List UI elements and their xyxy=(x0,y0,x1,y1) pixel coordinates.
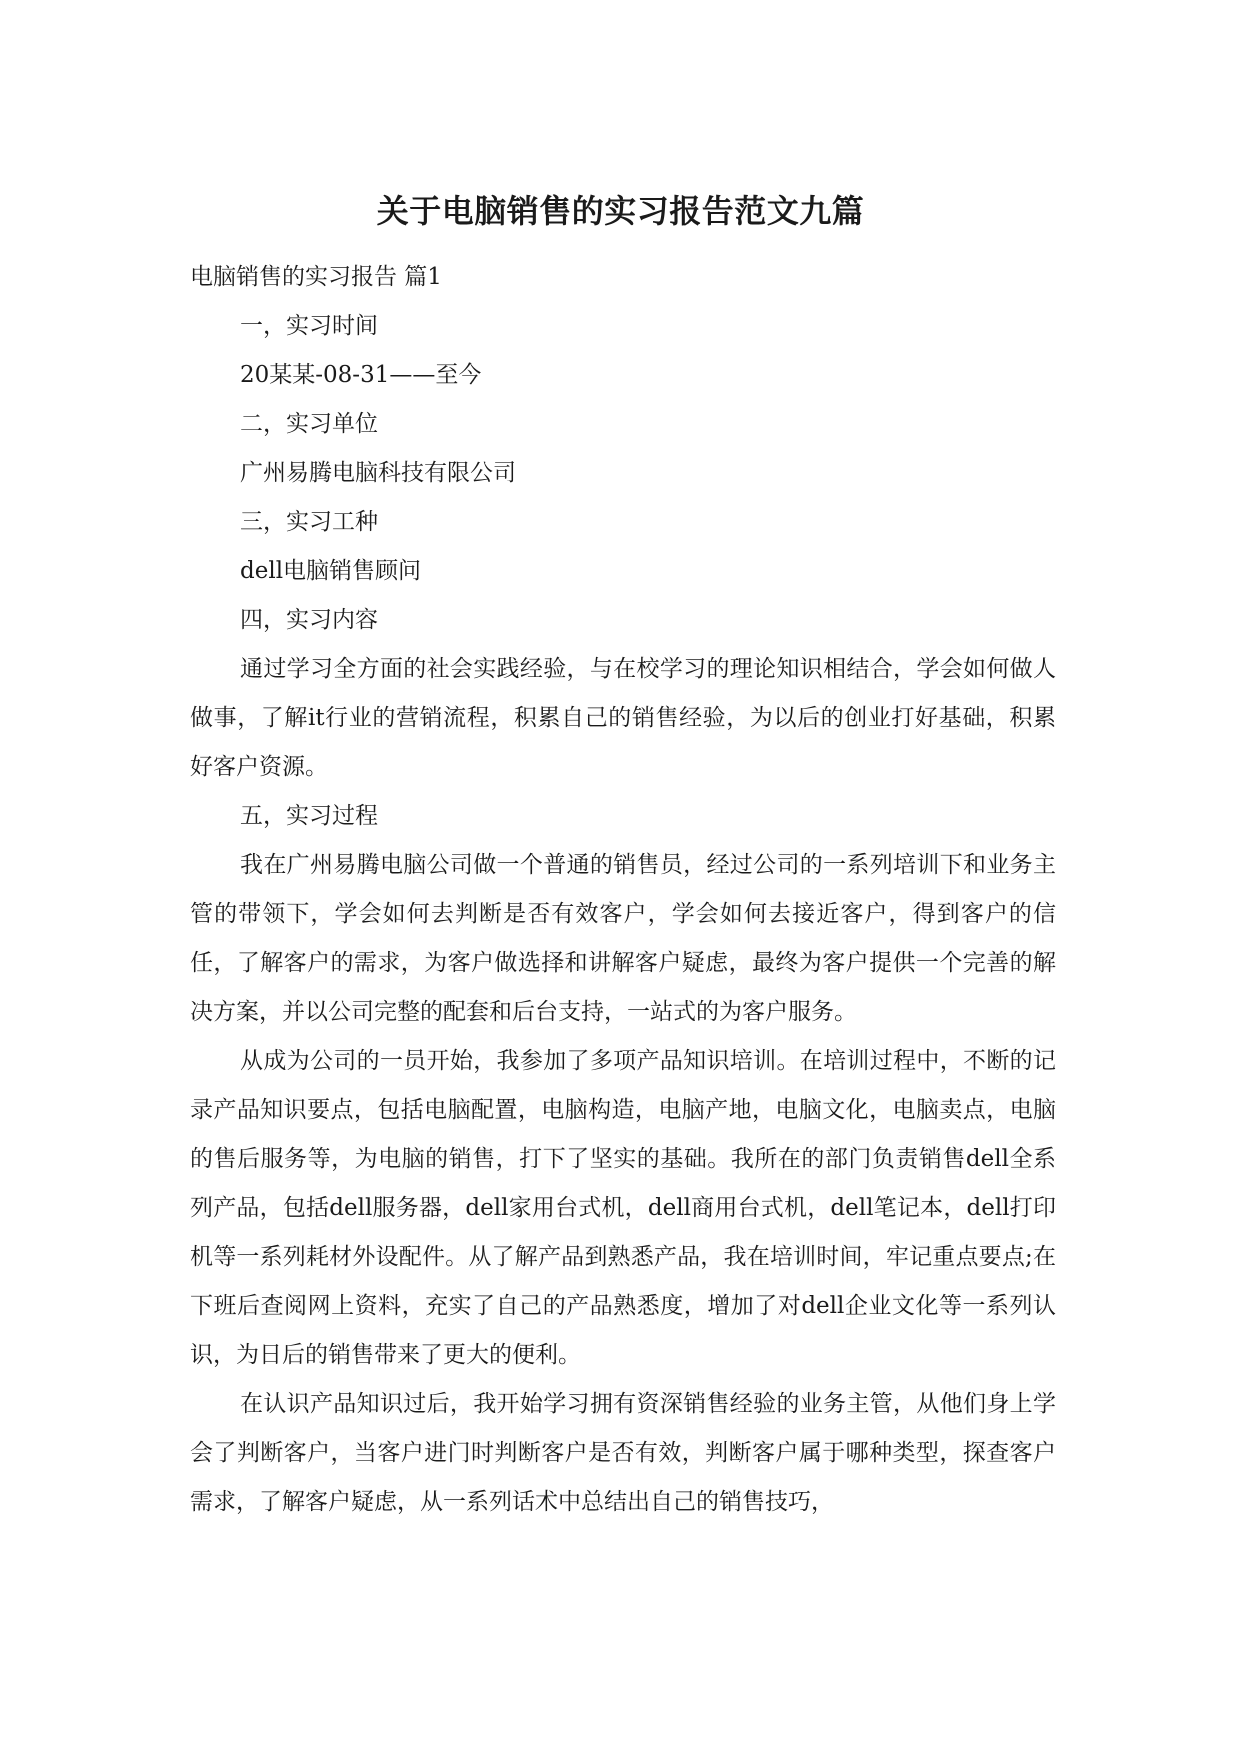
internship-time-value: 20某某-08-31——至今 xyxy=(240,362,482,388)
internship-role-value: dell电脑销售顾问 xyxy=(240,558,422,584)
internship-unit-value: 广州易腾电脑科技有限公司 xyxy=(240,460,516,486)
paragraph-content: 通过学习全方面的社会实践经验，与在校学习的理论知识相结合，学会如何做人做事，了解it行业的营销流程，积累自己的销售经验，为以后的创业打好基础，积累好客户资源。 xyxy=(190,656,1056,780)
document-body xyxy=(190,253,1056,1527)
heading-internship-unit: 二，实习单位 xyxy=(240,411,378,437)
heading-internship-content: 四，实习内容 xyxy=(240,607,378,633)
paragraph-process-1: 我在广州易腾电脑公司做一个普通的销售员，经过公司的一系列培训下和业务主管的带领下，学会如何去判断是否有效客户，学会如何去接近客户，得到客户的信任，了解客户的需求，为客户做选择和讲解客户疑虑，最终为客户提供一个完善的解决方案，并以公司完整的配套和后台支持，一站式的为客户服务。 xyxy=(190,852,1056,1025)
paragraph-process-3: 在认识产品知识过后，我开始学习拥有资深销售经验的业务主管，从他们身上学会了判断客户，当客户进门时判断客户是否有效，判断客户属于哪种类型，探查客户需求，了解客户疑虑，从一系列话术中总结出自己的销售技巧， xyxy=(190,1391,1056,1515)
heading-internship-role: 三，实习工种 xyxy=(240,509,378,535)
document-title: 关于电脑销售的实习报告范文九篇 xyxy=(376,192,865,230)
paragraph-process-2: 从成为公司的一员开始，我参加了多项产品知识培训。在培训过程中，不断的记录产品知识要点，包括电脑配置，电脑构造，电脑产地，电脑文化，电脑卖点，电脑的售后服务等，为电脑的销售，打下了坚实的基础。我所在的部门负责销售dell全系列产品，包括dell服务器，dell家用台式机，dell商用台式机，dell笔记本，dell打印机等一系列耗材外设配件。从了解产品到熟悉产品，我在培训时间，牢记重点要点;在下班后查阅网上资料，充实了自己的产品熟悉度，增加了对dell企业文化等一系列认识，为日后的销售带来了更大的便利。 xyxy=(190,1048,1056,1368)
heading-internship-process: 五，实习过程 xyxy=(240,803,378,829)
section-heading: 电脑销售的实习报告 篇1 xyxy=(190,264,442,290)
heading-internship-time: 一，实习时间 xyxy=(240,313,378,339)
